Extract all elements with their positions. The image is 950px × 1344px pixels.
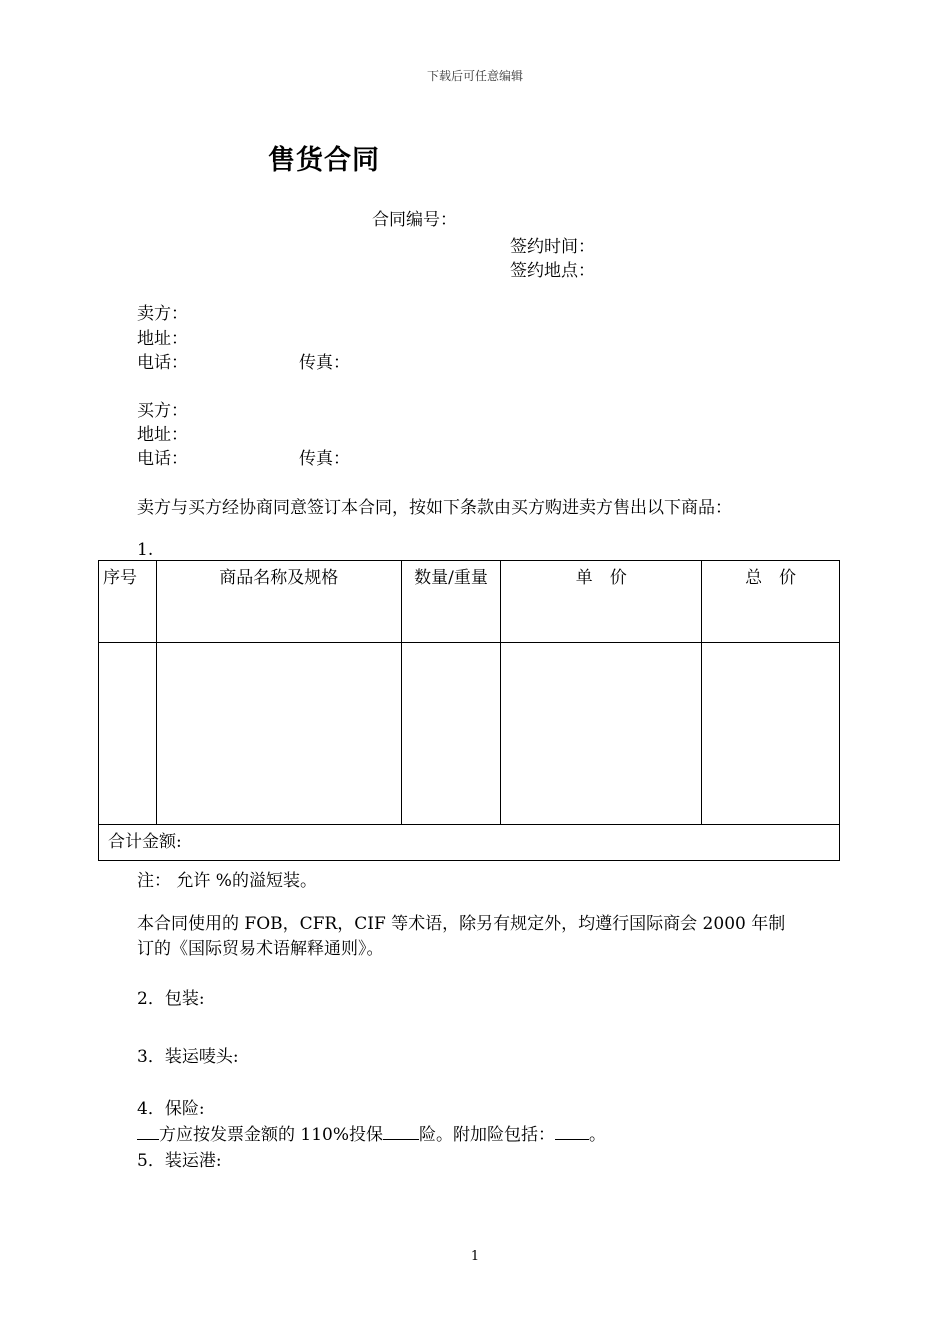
buyer-label: 买方：	[137, 401, 188, 421]
page-number: 1	[470, 1249, 480, 1264]
item-3-shipping-marks: 3．装运唛头:	[137, 1047, 239, 1067]
overfill-note: 注： 允许 %的溢短装。	[137, 871, 317, 891]
table-cell[interactable]	[99, 643, 157, 825]
insurer-blank[interactable]	[137, 1123, 159, 1140]
table-cell[interactable]	[156, 643, 401, 825]
header-cell-unit-price: 单 价	[501, 561, 702, 643]
header-cell-quantity: 数量/重量	[401, 561, 501, 643]
sign-time-label: 签约时间：	[510, 237, 595, 257]
header-cell-total-price: 总 价	[702, 561, 840, 643]
header-cell-name-spec: 商品名称及规格	[156, 561, 401, 643]
insurance-text-1: 方应按发票金额的 110%投保	[159, 1125, 384, 1145]
item-4-insurance: 4．保险:	[137, 1099, 205, 1119]
intro-paragraph: 卖方与买方经协商同意签订本合同，按如下条款由买方购进卖方售出以下商品：	[137, 498, 732, 518]
item-2-packing: 2．包装:	[137, 989, 205, 1009]
seller-address-label: 地址：	[137, 329, 188, 349]
terms-paragraph-line-1: 本合同使用的 FOB，CFR，CIF 等术语，除另有规定外，均遵行国际商会 2000 年制	[137, 914, 786, 934]
seller-phone-label: 电话：	[137, 353, 188, 373]
seller-label: 卖方：	[137, 304, 188, 324]
seller-fax-label: 传真：	[299, 353, 350, 373]
header-cell-serial: 序号	[99, 561, 157, 643]
insurance-line	[137, 1120, 606, 1145]
additional-insurance-blank[interactable]	[555, 1123, 589, 1140]
insurance-text-3: 。	[589, 1125, 607, 1145]
goods-table	[98, 560, 840, 861]
table-header-row	[99, 561, 840, 643]
contract-number-label: 合同编号：	[372, 210, 457, 230]
insurance-text-2: 险。附加险包括：	[419, 1125, 556, 1145]
table-cell[interactable]	[702, 643, 840, 825]
buyer-fax-label: 传真：	[299, 449, 350, 469]
document-title: 售货合同	[268, 145, 380, 176]
header-note: 下载后可任意编辑	[426, 69, 523, 83]
buyer-address-label: 地址：	[137, 425, 188, 445]
table-cell[interactable]	[401, 643, 501, 825]
buyer-phone-label: 电话：	[137, 449, 188, 469]
sign-place-label: 签约地点：	[510, 261, 595, 281]
item-1-label: 1.	[137, 540, 154, 560]
terms-paragraph-line-2: 订的《国际贸易术语解释通则》。	[137, 939, 384, 959]
total-amount-label: 合计金额:	[99, 825, 840, 861]
item-5-loading-port: 5．装运港:	[137, 1151, 222, 1171]
table-cell[interactable]	[501, 643, 702, 825]
table-row	[99, 643, 840, 825]
table-total-row	[99, 825, 840, 861]
insurance-type-blank[interactable]	[383, 1123, 419, 1140]
